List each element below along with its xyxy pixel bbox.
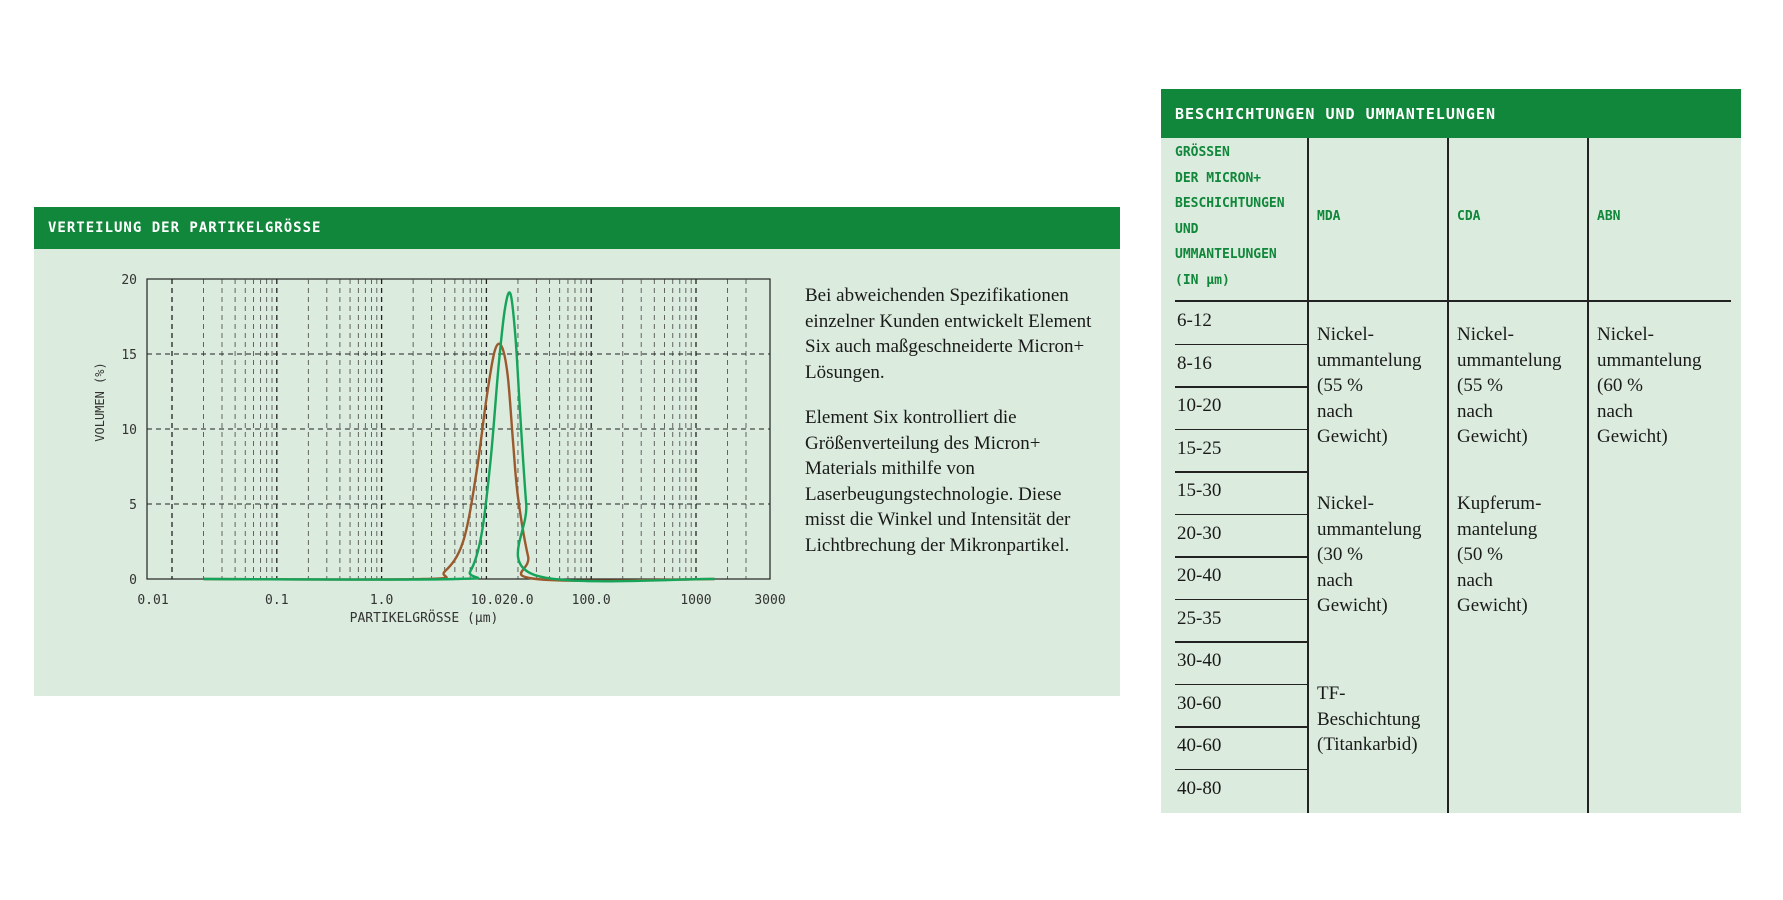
- column-divider: [1587, 138, 1589, 813]
- cell-line: ummantelung: [1317, 349, 1422, 371]
- cell-line: Kupferum-: [1457, 493, 1542, 514]
- row-divider: [1175, 386, 1308, 388]
- description-text: [805, 283, 1105, 578]
- cell-line: Gewicht): [1317, 426, 1388, 447]
- series-line: [204, 292, 715, 581]
- header-line: GRÖSSEN: [1175, 145, 1230, 160]
- cell-line: ummantelung: [1317, 518, 1422, 540]
- column-header-cda: CDA: [1457, 209, 1481, 224]
- particle-size-title: VERTEILUNG DER PARTIKELGRÖSSE: [34, 207, 1120, 249]
- row-divider: [1175, 471, 1308, 473]
- cell-line: Gewicht): [1317, 595, 1388, 616]
- cell-line: (60 %: [1597, 375, 1643, 396]
- row-divider: [1175, 684, 1308, 686]
- coatings-panel: [1161, 89, 1741, 813]
- cell-line: (50 %: [1457, 544, 1503, 565]
- cell-line: ummantelung: [1457, 349, 1562, 371]
- x-tick-label: 100.0: [571, 593, 611, 608]
- cell-line: Nickel-: [1317, 493, 1374, 514]
- chart-series: [204, 292, 715, 581]
- header-line: (IN µm): [1175, 272, 1230, 288]
- cell-line: nach: [1597, 400, 1633, 422]
- row-divider: [1175, 556, 1308, 558]
- row-divider: [1175, 599, 1308, 601]
- header-line: DER MICRON+: [1175, 170, 1262, 186]
- y-tick-label: 5: [129, 498, 137, 513]
- size-cell: 30-40: [1177, 650, 1222, 671]
- particle-size-chart: [84, 267, 834, 626]
- size-cell: 10-20: [1177, 395, 1222, 416]
- x-tick-label: 3000: [754, 593, 786, 608]
- size-cell: 30-60: [1177, 692, 1222, 714]
- cell-line: Nickel-: [1317, 324, 1374, 345]
- size-cell: 8-16: [1177, 352, 1212, 374]
- size-column-header: [1175, 140, 1315, 293]
- column-header-abn: ABN: [1597, 209, 1621, 224]
- cell-mda-nickel-55: [1317, 322, 1452, 450]
- particle-size-panel: [34, 207, 1120, 696]
- column-divider: [1307, 138, 1309, 813]
- cell-line: Gewicht): [1597, 426, 1668, 447]
- coatings-table: [1161, 138, 1741, 813]
- row-divider: [1175, 344, 1308, 346]
- cell-line: Gewicht): [1457, 426, 1528, 447]
- cell-line: (55 %: [1457, 375, 1503, 396]
- x-tick-label: 0.1: [265, 593, 289, 608]
- row-divider: [1175, 429, 1308, 431]
- column-header-mda: MDA: [1317, 209, 1341, 224]
- cell-line: Beschichtung: [1317, 708, 1421, 730]
- size-cell: 25-35: [1177, 607, 1222, 629]
- size-cell: 40-60: [1177, 735, 1222, 756]
- series-line: [204, 344, 715, 581]
- y-tick-label: 10: [121, 423, 137, 438]
- size-cell: 6-12: [1177, 310, 1212, 331]
- y-tick-label: 0: [129, 573, 137, 588]
- header-line: UND: [1175, 221, 1199, 237]
- cell-line: nach: [1457, 400, 1493, 422]
- x-tick-label: 20.0: [502, 593, 534, 608]
- cell-line: mantelung: [1457, 518, 1538, 540]
- x-tick-label: 0.01: [137, 593, 169, 608]
- size-cell: 15-25: [1177, 437, 1222, 459]
- x-tick-label: 1.0: [369, 593, 394, 608]
- cell-line: TF-: [1317, 683, 1346, 704]
- cell-line: Nickel-: [1597, 324, 1654, 345]
- cell-cda-copper-50: [1457, 491, 1592, 619]
- row-divider: [1175, 641, 1308, 643]
- size-cell: 20-30: [1177, 522, 1222, 544]
- paragraph-1: Bei abweichenden Spezifikationen einzelner Kunden entwickelt Element Six auch maßgeschneiderte Micron+ Lösungen.: [805, 285, 1092, 383]
- cell-line: Nickel-: [1457, 324, 1514, 345]
- row-divider: [1175, 726, 1308, 728]
- cell-mda-tf-coating: [1317, 681, 1452, 758]
- y-tick-label: 15: [121, 348, 137, 363]
- row-divider: [1175, 769, 1308, 771]
- size-cell: 40-80: [1177, 777, 1222, 799]
- cell-line: ummantelung: [1597, 349, 1702, 371]
- cell-line: nach: [1317, 400, 1353, 422]
- chart-y-axis-label: VOLUMEN (%): [93, 362, 107, 442]
- chart-grid: [147, 279, 770, 579]
- paragraph-2: Element Six kontrolliert die Größenverteilung des Micron+ Materials mithilfe von Laserbeugungstechnologie. Diese misst die Winkel und Intensität der Lichtbrechung der Mikronpartikel.: [805, 407, 1071, 556]
- cell-cda-nickel-55: [1457, 322, 1592, 450]
- header-line: BESCHICHTUNGEN: [1175, 196, 1285, 211]
- header-line: UMMANTELUNGEN: [1175, 247, 1277, 262]
- header-divider: [1175, 300, 1731, 302]
- row-divider: [1175, 514, 1308, 516]
- chart-ticks: [121, 273, 785, 608]
- chart-x-axis-label: PARTIKELGRÖSSE (µm): [349, 611, 499, 626]
- cell-line: (30 %: [1317, 544, 1363, 565]
- cell-line: Gewicht): [1457, 595, 1528, 616]
- x-tick-label: 1000: [680, 593, 712, 608]
- cell-abn-nickel-60: [1597, 322, 1732, 450]
- coatings-title: BESCHICHTUNGEN UND UMMANTELUNGEN: [1161, 89, 1741, 138]
- x-tick-label: 10.0: [470, 593, 503, 608]
- y-tick-label: 20: [121, 273, 137, 288]
- cell-mda-nickel-30: [1317, 491, 1452, 619]
- size-cell: 20-40: [1177, 565, 1222, 586]
- cell-line: nach: [1317, 569, 1353, 591]
- cell-line: (Titankarbid): [1317, 734, 1418, 755]
- cell-line: (55 %: [1317, 375, 1363, 396]
- cell-line: nach: [1457, 569, 1493, 591]
- size-cell: 15-30: [1177, 480, 1222, 501]
